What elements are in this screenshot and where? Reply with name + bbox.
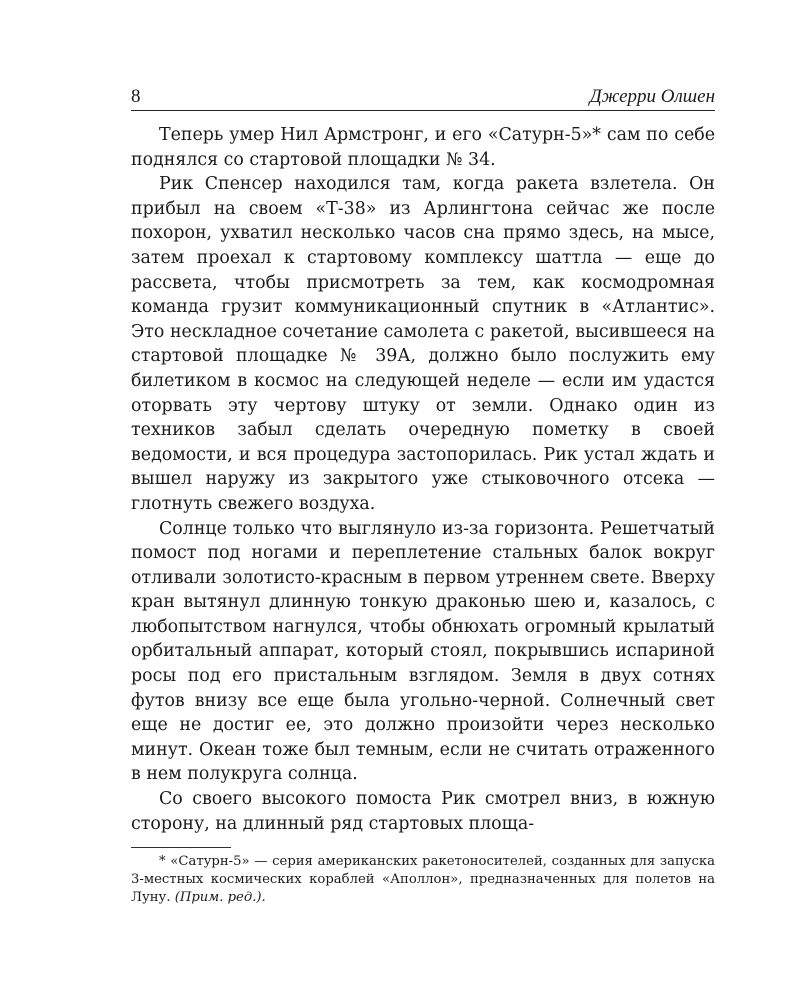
footnote-text: * «Сатурн-5» — серия американских ракетоносителей, созданных для запуска 3-местных космических кораблей «Аполлон», предназначенных для полетов на Луну. xyxy=(131,854,715,905)
paragraph: Со своего высокого помоста Рик смотрел вниз, в южную сторону, на длинный ряд стартовых площа- xyxy=(131,789,715,834)
footnote-editor-note: (Прим. ред.). xyxy=(174,890,266,905)
page-header xyxy=(131,86,715,111)
footnote xyxy=(131,853,715,907)
paragraph: Теперь умер Нил Армстронг, и его «Сатурн-5»* сам по себе поднялся со стартовой площадки № 34. xyxy=(131,125,715,170)
page-number: 8 xyxy=(131,86,141,107)
body-text xyxy=(131,123,715,836)
paragraph: Солнце только что выглянуло из-за горизонта. Решетчатый помост под ногами и переплетение стальных балок вокруг отливали золотисто-красным в первом утреннем свете. Вверху кран вытянул длинную тонкую драконью шею и, казалось, с любопытством нагнулся, чтобы обнюхать огромный крылатый орбитальный аппарат, который стоял, покрывшись испариной росы под его пристальным взглядом. Земля в двух сотнях футов внизу все еще была угольно-черной. Солнечный свет еще не достиг ее, это должно произойти через несколько минут. Океан тоже был темным, если не считать отраженного в нем полукруга солнца. xyxy=(131,518,715,785)
paragraph: Рик Спенсер находился там, когда ракета взлетела. Он прибыл на своем «Т-38» из Арлингтона сейчас же после похорон, ухватил несколько часов сна прямо здесь, на мысе, затем проехал к стартовому комплексу шаттла — еще до рассвета, чтобы присмотреть за тем, как космодромная команда грузит коммуникационный спутник в «Атлантис». Это нескладное сочетание самолета с ракетой, высившееся на стартовой площадке № 39А, должно было послужить ему билетиком в космос на следующей неделе — если им удастся оторвать эту чертову штуку от земли. Однако один из техников забыл сделать очередную пометку в своей ведомости, и вся процедура застопорилась. Рик устал ждать и вышел наружу из закрытого уже стыковочного отсека — глотнуть свежего воздуха. xyxy=(131,174,715,514)
footnote-divider xyxy=(131,847,231,848)
running-head-author: Джерри Олшен xyxy=(589,86,715,107)
